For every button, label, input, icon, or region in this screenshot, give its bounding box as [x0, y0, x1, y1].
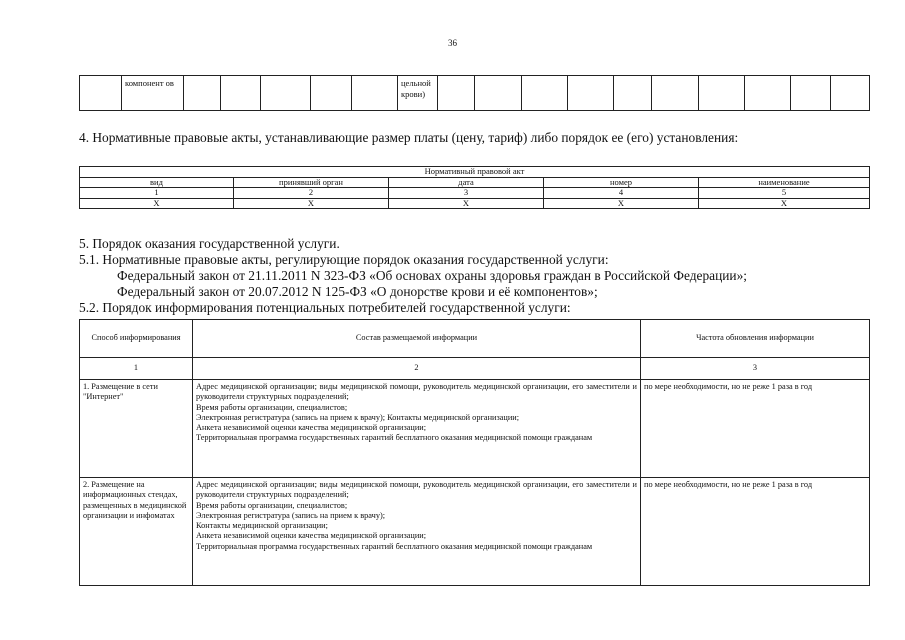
table-cell: Х — [544, 198, 699, 209]
content-line: Время работы организации, специалистов; — [196, 500, 348, 510]
legal-acts-table — [79, 166, 870, 209]
cell-components: компонент ов — [122, 76, 184, 111]
col-number: 3 — [641, 358, 870, 380]
table-row — [80, 380, 870, 478]
law-reference-1: Федеральный закон от 21.11.2011 N 323-ФЗ «Об основах охраны здоровья граждан в Российской Федерации»; — [117, 268, 748, 283]
page-number: 36 — [448, 38, 457, 48]
header-method: Способ информирования — [80, 320, 193, 358]
col-number: 1 — [80, 358, 193, 380]
law-reference-2: Федеральный закон от 20.07.2012 N 125-ФЗ «О донорстве крови и её компонентов»; — [117, 284, 598, 299]
table-cell: Х — [389, 198, 544, 209]
header-content: Состав размещаемой информации — [193, 320, 641, 358]
col-number: 5 — [699, 188, 870, 199]
col-number: 3 — [389, 188, 544, 199]
col-number: 1 — [80, 188, 234, 199]
continuation-table — [79, 75, 870, 111]
content-line: Электронная регистратура (запись на прием к врачу); Контакты медицинской организации; — [196, 412, 520, 422]
col-number: 2 — [234, 188, 389, 199]
table-row — [80, 198, 870, 209]
content-line: Электронная регистратура (запись на прием к врачу); — [196, 510, 386, 520]
content-line: Адрес медицинской организации; виды медицинской помощи, руководитель медицинской организации, его заместители и руководители структурных подразделений; — [196, 480, 637, 500]
content-cell — [193, 380, 641, 478]
table-cell: Х — [80, 198, 234, 209]
section5-heading: 5. Порядок оказания государственной услуги. — [79, 236, 340, 251]
method-cell: 2. Размещение на информационных стендах, размещенных в медицинской организации и инфоматах — [80, 478, 193, 586]
content-line: Территориальная программа государственных гарантий бесплатного оказания медицинской помощи гражданам — [196, 541, 593, 551]
content-line: Контакты медицинской организации; — [196, 521, 328, 531]
col-number: 4 — [544, 188, 699, 199]
col-header-type: вид — [80, 177, 234, 188]
section5-1-heading: 5.1. Нормативные правовые акты, регулирующие порядок оказания государственной услуги: — [79, 252, 609, 267]
table-cell: Х — [234, 198, 389, 209]
section4-heading: 4. Нормативные правовые акты, устанавливающие размер платы (цену, тариф) либо порядок ее (его) установления: — [79, 130, 739, 145]
content-line: Адрес медицинской организации; виды медицинской помощи, руководитель медицинской организации, его заместители и руководители структурных подразделений; — [196, 382, 637, 402]
method-cell: 1. Размещение в сети "Интернет" — [80, 380, 193, 478]
col-header-name: наименование — [699, 177, 870, 188]
frequency-cell: по мере необходимости, но не реже 1 раза в год — [641, 380, 870, 478]
col-number: 2 — [193, 358, 641, 380]
content-line: Анкета независимой оценки качества медицинской организации; — [196, 423, 427, 433]
section5-2-heading: 5.2. Порядок информирования потенциальных потребителей государственной услуги: — [79, 300, 571, 315]
frequency-cell: по мере необходимости, но не реже 1 раза в год — [641, 478, 870, 586]
content-cell — [193, 478, 641, 586]
legal-acts-group-header: Нормативный правовой акт — [80, 167, 870, 178]
col-header-date: дата — [389, 177, 544, 188]
content-line: Время работы организации, специалистов; — [196, 402, 348, 412]
table-cell: Х — [699, 198, 870, 209]
informing-table — [79, 319, 870, 586]
header-frequency: Частота обновления информации — [641, 320, 870, 358]
cell-whole-blood: цельной крови) — [398, 76, 438, 111]
content-line: Территориальная программа государственных гарантий бесплатного оказания медицинской помощи гражданам — [196, 433, 593, 443]
col-header-number: номер — [544, 177, 699, 188]
table-row — [80, 478, 870, 586]
col-header-authority: принявший орган — [234, 177, 389, 188]
content-line: Анкета независимой оценки качества медицинской организации; — [196, 531, 427, 541]
